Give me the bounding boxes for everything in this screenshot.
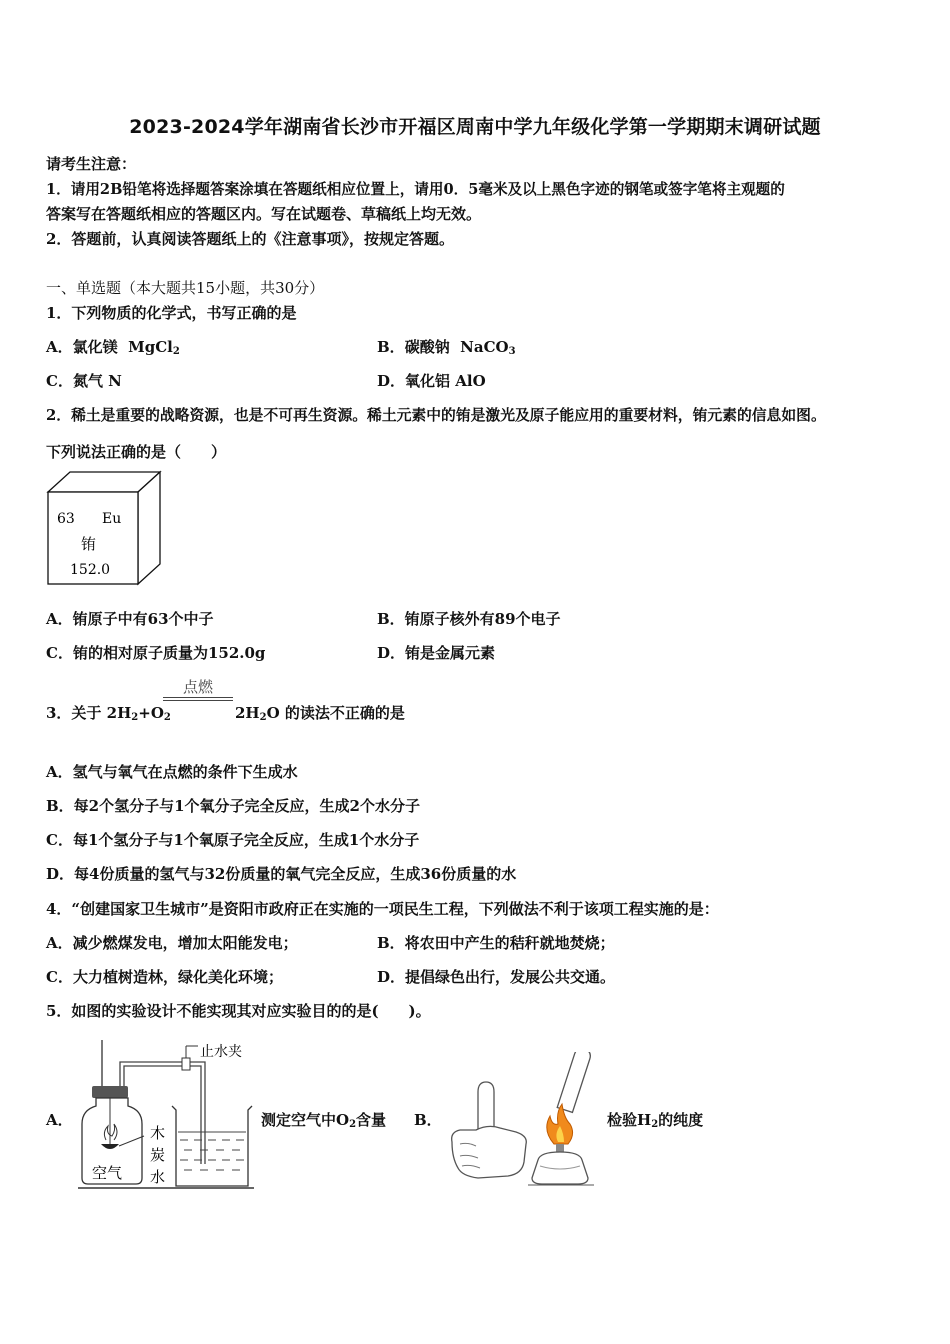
q5-option-a-text-3: 含量 [356, 1111, 387, 1129]
q3-equals-line-top [163, 697, 233, 698]
q3-option-d: D．每4份质量的氢气与32份质量的氧气完全反应，生成36份质量的水 [46, 865, 517, 883]
element-card-side-face [138, 472, 160, 584]
q3-eq-left-h: 2H [106, 704, 132, 722]
inverted-test-tube [557, 1052, 592, 1112]
jar-stopper [92, 1086, 128, 1098]
q4-stem: 4．“创建国家卫生城市”是资阳市政府正在实施的一项民生工程，下列做法不利于该项工程实施的是： [46, 900, 719, 918]
beaker [172, 1106, 252, 1186]
q2-stem-2: 下列说法正确的是（ ） [46, 443, 227, 461]
water-clip [182, 1058, 190, 1070]
q1-option-a-label: A． [46, 338, 73, 356]
element-card-symbol: Eu [102, 511, 122, 527]
q5-option-b-label: B． [414, 1111, 442, 1129]
q1-option-a-text: 氯化镁 [72, 338, 118, 356]
q3-eq-left-o: +O [138, 704, 164, 722]
q5-option-a-subscript: 2 [349, 1119, 357, 1130]
q1-option-d [377, 370, 486, 391]
section-heading: 一、单选题（本大题共15小题，共30分） [46, 279, 325, 297]
q3-option-a: A．氢气与氧气在点燃的条件下生成水 [46, 763, 298, 781]
q3-stem-prefix [46, 702, 171, 723]
q1-option-b-text: 碳酸钠 [404, 338, 450, 356]
alcohol-lamp [532, 1152, 588, 1184]
q1-option-a-formula: MgCl [128, 338, 173, 356]
q5-option-b-subscript: 2 [651, 1119, 659, 1130]
q5-option-a-label: A． [46, 1111, 73, 1129]
q2-option-a: A．铕原子中有63个中子 [46, 610, 214, 628]
q2-option-b: B．铕原子核外有89个电子 [377, 610, 561, 628]
q4-option-d: D．提倡绿色出行，发展公共交通。 [377, 968, 616, 986]
q5-apparatus-a [72, 1036, 262, 1192]
q3-equals-line-bottom [163, 700, 233, 701]
element-card-figure [44, 470, 166, 592]
q3-prefix: 3．关于 [46, 704, 102, 722]
q5-option-b-text [607, 1109, 703, 1130]
notice-line-2: 2．答题前，认真阅读答题纸上的《注意事项》，按规定答题。 [46, 230, 454, 248]
q1-option-d-text: 氧化铝 AlO [405, 372, 486, 390]
q3-eq-right-h: 2H [235, 704, 260, 722]
q1-option-a [46, 336, 180, 357]
q2-option-c: C．铕的相对原子质量为152.0g [46, 644, 266, 662]
inverted-test-tube-group [557, 1052, 592, 1112]
q1-option-b-formula: NaCO [460, 338, 509, 356]
charcoal-label-2: 炭 [150, 1146, 166, 1164]
beaker-water [178, 1132, 246, 1170]
q1-option-d-label: D． [377, 372, 406, 390]
page-title: 2023-2024学年湖南省长沙市开福区周南中学九年级化学第一学期期末调研试题 [129, 116, 821, 138]
q1-option-c-text: 氮气 N [72, 372, 122, 390]
q5-option-b-text-3: 的纯度 [658, 1111, 704, 1129]
hand [452, 1126, 527, 1178]
q5-option-a-text-1: 测定空气中O [261, 1111, 350, 1129]
q3-eq-left-o-sub: 2 [163, 712, 171, 723]
q1-option-a-subscript: 2 [172, 346, 180, 357]
q2-stem-1: 2．稀土是重要的战略资源，也是不可再生资源。稀土元素中的铕是激光及原子能应用的重要材料，铕元素的信息如图。 [46, 407, 826, 424]
q1-stem: 1．下列物质的化学式，书写正确的是 [46, 304, 297, 322]
q1-option-c [46, 370, 122, 391]
q4-option-b: B．将农田中产生的秸秆就地焚烧； [377, 934, 615, 952]
q5-stem: 5．如图的实验设计不能实现其对应实验目的的是( )。 [46, 1002, 431, 1020]
q2-option-d: D．铕是金属元素 [377, 644, 496, 662]
q4-option-a: A．减少燃煤发电，增加太阳能发电； [46, 934, 298, 952]
q3-reaction-condition: 点燃 [182, 678, 213, 696]
q3-eq-right-o: O [266, 704, 280, 722]
element-card-mass: 152.0 [70, 562, 111, 578]
lamp-wick-holder [556, 1144, 564, 1152]
air-label: 空气 [92, 1164, 123, 1182]
q3-suffix: 的读法不正确的是 [284, 704, 405, 722]
element-card-name: 铕 [81, 535, 97, 553]
q3-option-c: C．每1个氢分子与1个氧原子完全反应，生成1个水分子 [46, 831, 420, 849]
charcoal-label-1: 木 [150, 1124, 166, 1142]
q3-eq-right-h-sub: 2 [259, 712, 267, 723]
notice-line-1a: 1．请用2B铅笔将选择题答案涂填在答题纸相应位置上，请用0．5毫米及以上黑色字迹的钢笔或签字笔将主观题的 [46, 181, 785, 198]
q1-option-b [377, 336, 516, 357]
q5-option-a-text [261, 1109, 386, 1130]
q5-apparatus-b [448, 1052, 600, 1188]
element-card-number: 63 [57, 511, 75, 527]
q3-eq-left-h-sub: 2 [131, 712, 139, 723]
q1-option-b-label: B． [377, 338, 405, 356]
q5-option-b-text-1: 检验H [607, 1111, 652, 1129]
q3-stem-suffix [235, 702, 405, 723]
water-label: 水 [150, 1168, 166, 1186]
water-clip-label: 止水夹 [200, 1044, 242, 1060]
q1-option-c-label: C． [46, 372, 73, 390]
q3-option-b: B．每2个氢分子与1个氧分子完全反应，生成2个水分子 [46, 797, 420, 815]
q4-option-c: C．大力植树造林，绿化美化环境； [46, 968, 283, 986]
notice-line-1b: 答案写在答题纸相应的答题区内。写在试题卷、草稿纸上均无效。 [46, 205, 482, 223]
notice-heading: 请考生注意： [46, 155, 137, 173]
q1-option-b-subscript: 3 [508, 346, 516, 357]
